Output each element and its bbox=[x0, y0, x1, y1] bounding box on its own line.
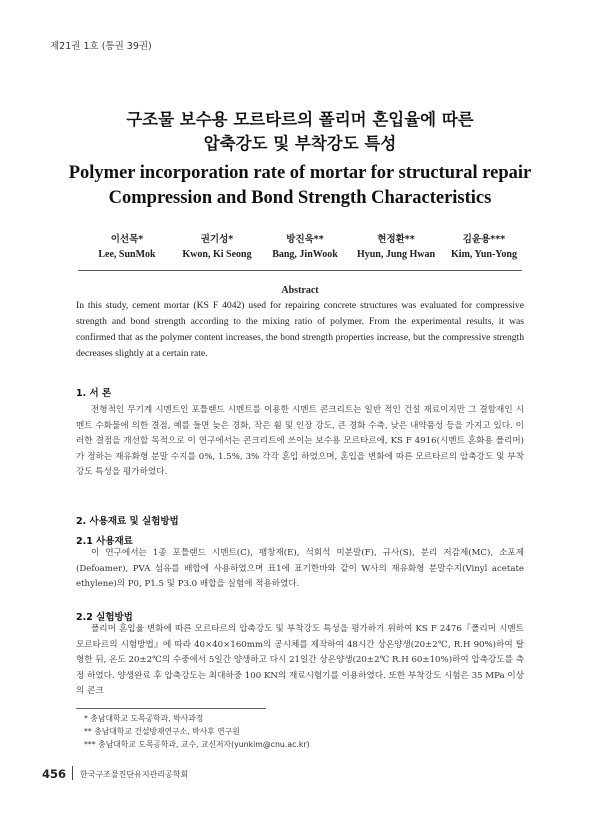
author bbox=[260, 232, 350, 262]
section-text-intro bbox=[76, 403, 524, 481]
author-name-english: Bang, JinWook bbox=[272, 249, 338, 260]
author-name-korean: 현정환** bbox=[377, 234, 415, 245]
author bbox=[436, 232, 532, 262]
footnote: *** 충남대학교 도목공학과, 교수, 교신저자(yunkim@cnu.ac.kr) bbox=[84, 740, 310, 749]
subsection-text-materials bbox=[76, 546, 524, 593]
page-number: 456 bbox=[42, 767, 67, 781]
paragraph: 폴리머 혼입율 변화에 따른 모르타르의 압축강도 및 부착강도 특성을 평가하기 위하여 KS F 2476『폴리머 시멘트 모르타르의 시험방법』에 따라 40×40×160mm의 공시체를 제작하여 48시간 상온양생(20±2℃, R.H 90%)하여 탈형한 뒤, 온도 20±2℃의 수중에서 5일간 양생하고 다시 21일간 상온양생(20±2℃ R.H 60±10%)하여 압축강도를 측정 하였다. 양생완료 후 압축강도는 최대하중 100 KN의 재료시험기를 이용하였다. 또한 부착강도 시험은 35 MPa 이상의 콘크 bbox=[76, 624, 524, 697]
author-name-english: Lee, SunMok bbox=[98, 249, 156, 260]
title-english-line2: Compression and Bond Strength Characteristics bbox=[108, 188, 492, 208]
author-name-english: Hyun, Jung Hwan bbox=[356, 249, 436, 260]
subsection-text-methods bbox=[76, 622, 524, 700]
author-name-korean: 방진욱** bbox=[286, 234, 324, 245]
journal-name: 한국구조물진단유지관리공학회 bbox=[80, 770, 189, 779]
footer-divider bbox=[72, 766, 73, 780]
title-korean-line2: 압축강도 및 부착강도 특성 bbox=[203, 134, 397, 153]
footnote: * 충남대학교 도목공학과, 박사과정 bbox=[84, 714, 204, 723]
section-heading-intro: 1. 서 론 bbox=[76, 388, 112, 399]
abstract-heading: Abstract bbox=[281, 285, 319, 296]
author-name-korean: 이선목* bbox=[110, 234, 144, 245]
section-heading-materials-methods: 2. 사용재료 및 실험방법 bbox=[76, 516, 179, 527]
subsection-heading-materials: 2.1 사용재료 bbox=[76, 536, 133, 547]
footnote: ** 충남대학교 건설방재연구소, 박사후 연구원 bbox=[84, 727, 240, 736]
divider bbox=[78, 270, 522, 271]
subsection-heading-methods: 2.2 실험방법 bbox=[76, 612, 133, 623]
paragraph: 전형적인 무기계 시멘트인 포틀랜드 시멘트를 이용한 시멘트 콘크리트는 일반 적인 건설 재료이지만 그 결함재인 시멘트 수화물에 의한 결점, 예를 들면 늦은 경화, 작은 휨 및 인장 강도, 큰 경화 수축, 낮은 내약품성 등을 가지고 있다. 이러한 결점을 개선할 목적으로 이 연구에서는 콘크리트에 쓰이는 보수용 모르타르에, KS F 4916(시멘트 혼화용 폴리머)가 정하는 재유화형 분말 수지를 0%, 1.5%, 3% 각각 혼입 하였으며, 혼입을 변화에 따른 모르타르의 압축강도 및 부착강도 특성을 평가하였다. bbox=[76, 405, 524, 478]
author bbox=[172, 232, 262, 262]
abstract-text: In this study, cement mortar (KS F 4042) used for repairing concrete structures was evaluated for compressive strength and bond strength according to the mixing ratio of polymer. From the experimental results, it was confirmed that as the polymer content increases, the bond strength properties increase, but the compressive strength decreases slightly at a certain rate. bbox=[76, 300, 524, 359]
footnote-divider bbox=[76, 708, 266, 709]
title-korean-line1: 구조물 보수용 모르타르의 폴리머 혼입율에 따른 bbox=[126, 110, 474, 129]
author-name-korean: 권기성* bbox=[200, 234, 234, 245]
paragraph: 이 연구에서는 1종 포틀랜드 시멘트(C), 팽창재(E), 석회석 미분말(F), 규사(S), 분리 저감제(MC), 소포제(Defoamer), PVA 섬유를 배합에 사용하였으며 표1에 표기한바와 같이 W사의 재유화형 분말수지(Vinyl acetate ethylene)의 P0, P1.5 및 P3.0 배합을 실험에 적용하였다. bbox=[76, 548, 524, 590]
author bbox=[82, 232, 172, 262]
issue-info: 제21권 1호 (통권 39권) bbox=[50, 41, 152, 52]
author-name-english: Kwon, Ki Seong bbox=[182, 249, 252, 260]
author bbox=[343, 232, 449, 262]
author-name-korean: 김윤용*** bbox=[462, 234, 506, 245]
title-english-line1: Polymer incorporation rate of mortar for structural repair bbox=[68, 163, 532, 183]
author-name-english: Kim, Yun-Yong bbox=[451, 249, 517, 260]
